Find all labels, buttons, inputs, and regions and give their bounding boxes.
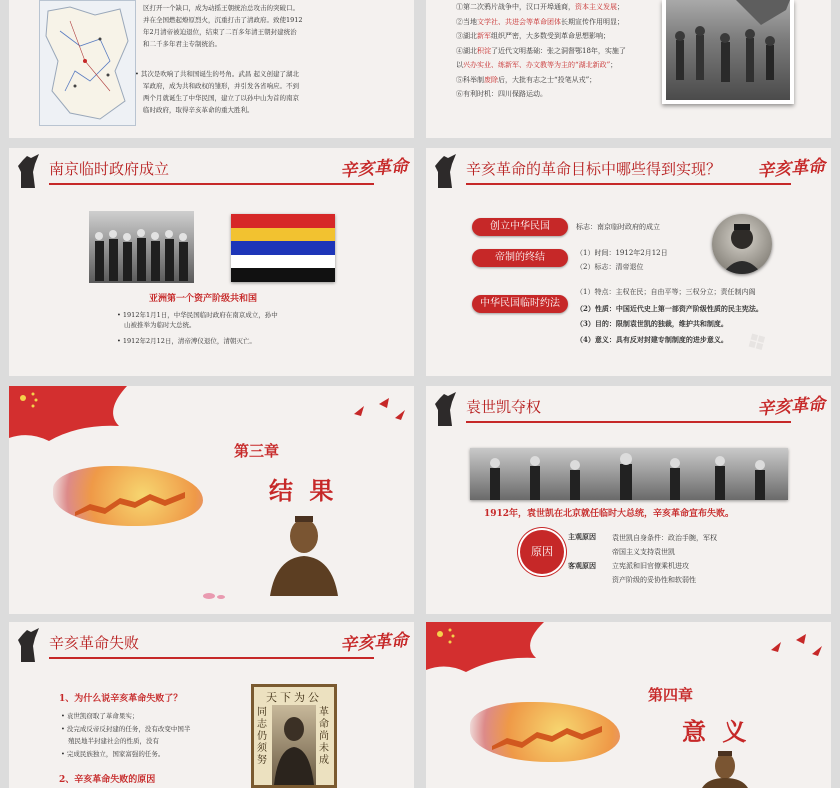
poster-portrait <box>272 705 316 785</box>
red-flag-icon <box>9 386 129 446</box>
slide-6[interactable] <box>426 386 831 614</box>
statue-icon <box>13 152 43 188</box>
bust-statue <box>700 748 750 788</box>
great-wall-icon <box>75 486 185 516</box>
text-line: 年2月清帝被迫退位，结束了二百多年清王朝封建统治 <box>143 28 297 36</box>
title-underline <box>466 421 791 423</box>
slide-title: 南京临时政府成立 <box>49 160 170 178</box>
caption: 1912年，袁世凯在北京就任临时大总统，辛亥革命宣布失败。 <box>484 509 735 519</box>
bullet: • <box>135 70 141 78</box>
great-wall-icon <box>492 720 602 750</box>
bust-statue <box>264 508 344 598</box>
title-underline <box>49 183 374 185</box>
chapter-heading: 意 义 <box>682 717 751 746</box>
slide-header <box>9 148 414 188</box>
text-line: 并在全国燃起燎原烈火，沉重打击了清政府。致使1912 <box>143 16 303 24</box>
text-line: 和二千多年君主专制统治。 <box>143 40 221 48</box>
reason-list: 袁世凯自身条件：政治手腕，军权 帝国主义支持袁世凯 立宪派和旧官僚乘机进攻 资产阶级的妥协性和软弱性 <box>612 534 717 584</box>
goal-text-3: （1）特点：主权在民；自由平等；三权分立；责任制内阁 （2）性质：中国近代史上第一部资产阶级性质的民主宪法。 （3）目的：限制袁世凯的独裁，维护共和制度。 （4）意义：具有反对封建专制制度的进步意义。 <box>576 288 763 344</box>
text-block-top <box>143 2 408 50</box>
answer-list: • 袁世凯窃取了革命果实； • 没完成反帝反封建的任务，没有改变中国半 殖民地半封建社会的性质，没有 • 完成民族独立，国家富强的任务。 <box>61 712 191 758</box>
doves-icon <box>349 396 409 426</box>
soldiers-photo <box>662 0 794 104</box>
slide-2[interactable] <box>426 0 831 138</box>
bullet: • <box>117 311 123 319</box>
portrait-circle <box>712 214 772 274</box>
slide-title: 辛亥革命失败 <box>49 634 140 652</box>
slide-8[interactable] <box>426 622 831 788</box>
statue-icon <box>13 626 43 662</box>
brand-logo: 辛亥革命 <box>756 156 826 182</box>
brand-logo: 辛亥革命 <box>339 156 409 182</box>
cause-item-1: ①第二次鸦片战争中，汉口开埠通商，资本主义发展； <box>456 3 624 11</box>
text-line: 临时政府，取得辛亥革命的重大胜利。 <box>143 106 254 114</box>
red-flag-icon <box>426 622 546 678</box>
goal-pill-constitution[interactable]: 中华民国临时约法 <box>472 295 568 313</box>
doves-icon <box>766 632 826 662</box>
text-line: 其次是吹响了共和国诞生的号角。武昌 起义创建了湖北 <box>140 70 299 78</box>
label-objective: 客观原因 <box>568 561 596 570</box>
map-image <box>39 0 136 126</box>
flag-band-yellow <box>231 228 335 242</box>
statue-icon <box>430 390 460 426</box>
caption: 亚洲第一个资产阶级共和国 <box>149 294 258 304</box>
slide-1[interactable] <box>9 0 414 138</box>
question-1: 1、为什么说辛亥革命失败了？ <box>59 694 183 704</box>
title-underline <box>49 657 374 659</box>
chapter-label: 第四章 <box>648 686 694 704</box>
poster-top-text: 天下为公 <box>266 691 322 704</box>
sun-yatsen-poster <box>251 684 337 788</box>
brand-logo: 辛亥革命 <box>756 394 826 420</box>
flag-band-blue <box>231 241 335 255</box>
flag-band-red <box>231 214 335 228</box>
slide-4[interactable] <box>426 148 831 376</box>
slide-header <box>9 622 414 662</box>
title-underline <box>466 183 791 185</box>
cause-item-2: ②当地文学社、共进会等革命团体长期宣传作用明显； <box>456 17 624 26</box>
text-line: 区打开一个缺口，成为动摇王朝统治总攻击的突破口。 <box>143 4 299 12</box>
bullet-list: • 1912年1月1日，中华民国临时政府在南京成立，孙中 山被推举为临时大总统。 • 1912年2月12日，清帝溥仪退位，清朝灭亡。 <box>117 311 278 345</box>
flag-band-black <box>231 268 335 282</box>
slide-header <box>426 386 831 426</box>
text-block-bottom <box>135 68 407 116</box>
goal-text-1: 标志：南京临时政府的成立 <box>576 223 660 231</box>
bullet: • <box>61 712 67 720</box>
slide-title: 袁世凯夺权 <box>466 398 542 416</box>
statue-icon <box>430 152 460 188</box>
bullet: • <box>117 337 123 345</box>
five-color-flag <box>231 214 335 282</box>
reason-circle: 原因 <box>520 530 564 574</box>
poster-right-text: 革命尚未成 <box>319 707 329 766</box>
cause-item-3: ③湖北新军组织严密，大多数受到革命思想影响； <box>456 32 610 40</box>
cause-item-6: ⑥有利时机：四川保路运动。 <box>456 90 547 98</box>
text-line: 军政府，成为共和政权的雏形，并引发各省响应。不到 <box>143 82 299 90</box>
bullet: • <box>61 724 67 733</box>
slide-7[interactable] <box>9 622 414 788</box>
goal-pill-end-monarchy[interactable]: 帝制的终结 <box>472 249 568 267</box>
goal-pill-republic[interactable]: 创立中华民国 <box>472 218 568 236</box>
text-line: 两个月就诞生了中华民国，建立了以孙中山为首的南京 <box>143 94 299 102</box>
watermark-glyph: ❖ <box>740 324 776 362</box>
chapter-label: 第三章 <box>234 442 280 460</box>
inauguration-photo <box>470 448 788 500</box>
cause-item-4-cont: 以兴办实业、练新军、办文教等为主的“湖北新政”； <box>456 61 618 69</box>
slide-5[interactable] <box>9 386 414 614</box>
poster-left-text: 同志仍须努 <box>257 707 267 766</box>
brand-logo: 辛亥革命 <box>339 630 409 656</box>
bullet: • <box>61 749 67 758</box>
goal-text-2: （1）时间：1912年2月12日 （2）标志：清帝退位 <box>576 249 668 271</box>
cause-list <box>456 0 666 102</box>
chapter-heading: 结 果 <box>269 476 338 505</box>
cause-item-5: ⑤科举制废除后，大批有志之士“投笔从戎”； <box>456 75 597 84</box>
flag-band-white <box>231 255 335 269</box>
slide-header <box>426 148 831 188</box>
slide-title: 辛亥革命的革命目标中哪些得到实现？ <box>466 160 722 178</box>
cause-item-4: ④湖北积淀了近代文明基础：张之洞督鄂18年，实施了 <box>456 46 626 55</box>
petals-decor <box>199 586 229 596</box>
government-photo <box>89 211 194 283</box>
question-2: 2、辛亥革命失败的原因 <box>59 775 156 785</box>
label-subjective: 主观原因 <box>568 532 596 541</box>
slide-3[interactable] <box>9 148 414 376</box>
map-drawing <box>40 1 135 125</box>
